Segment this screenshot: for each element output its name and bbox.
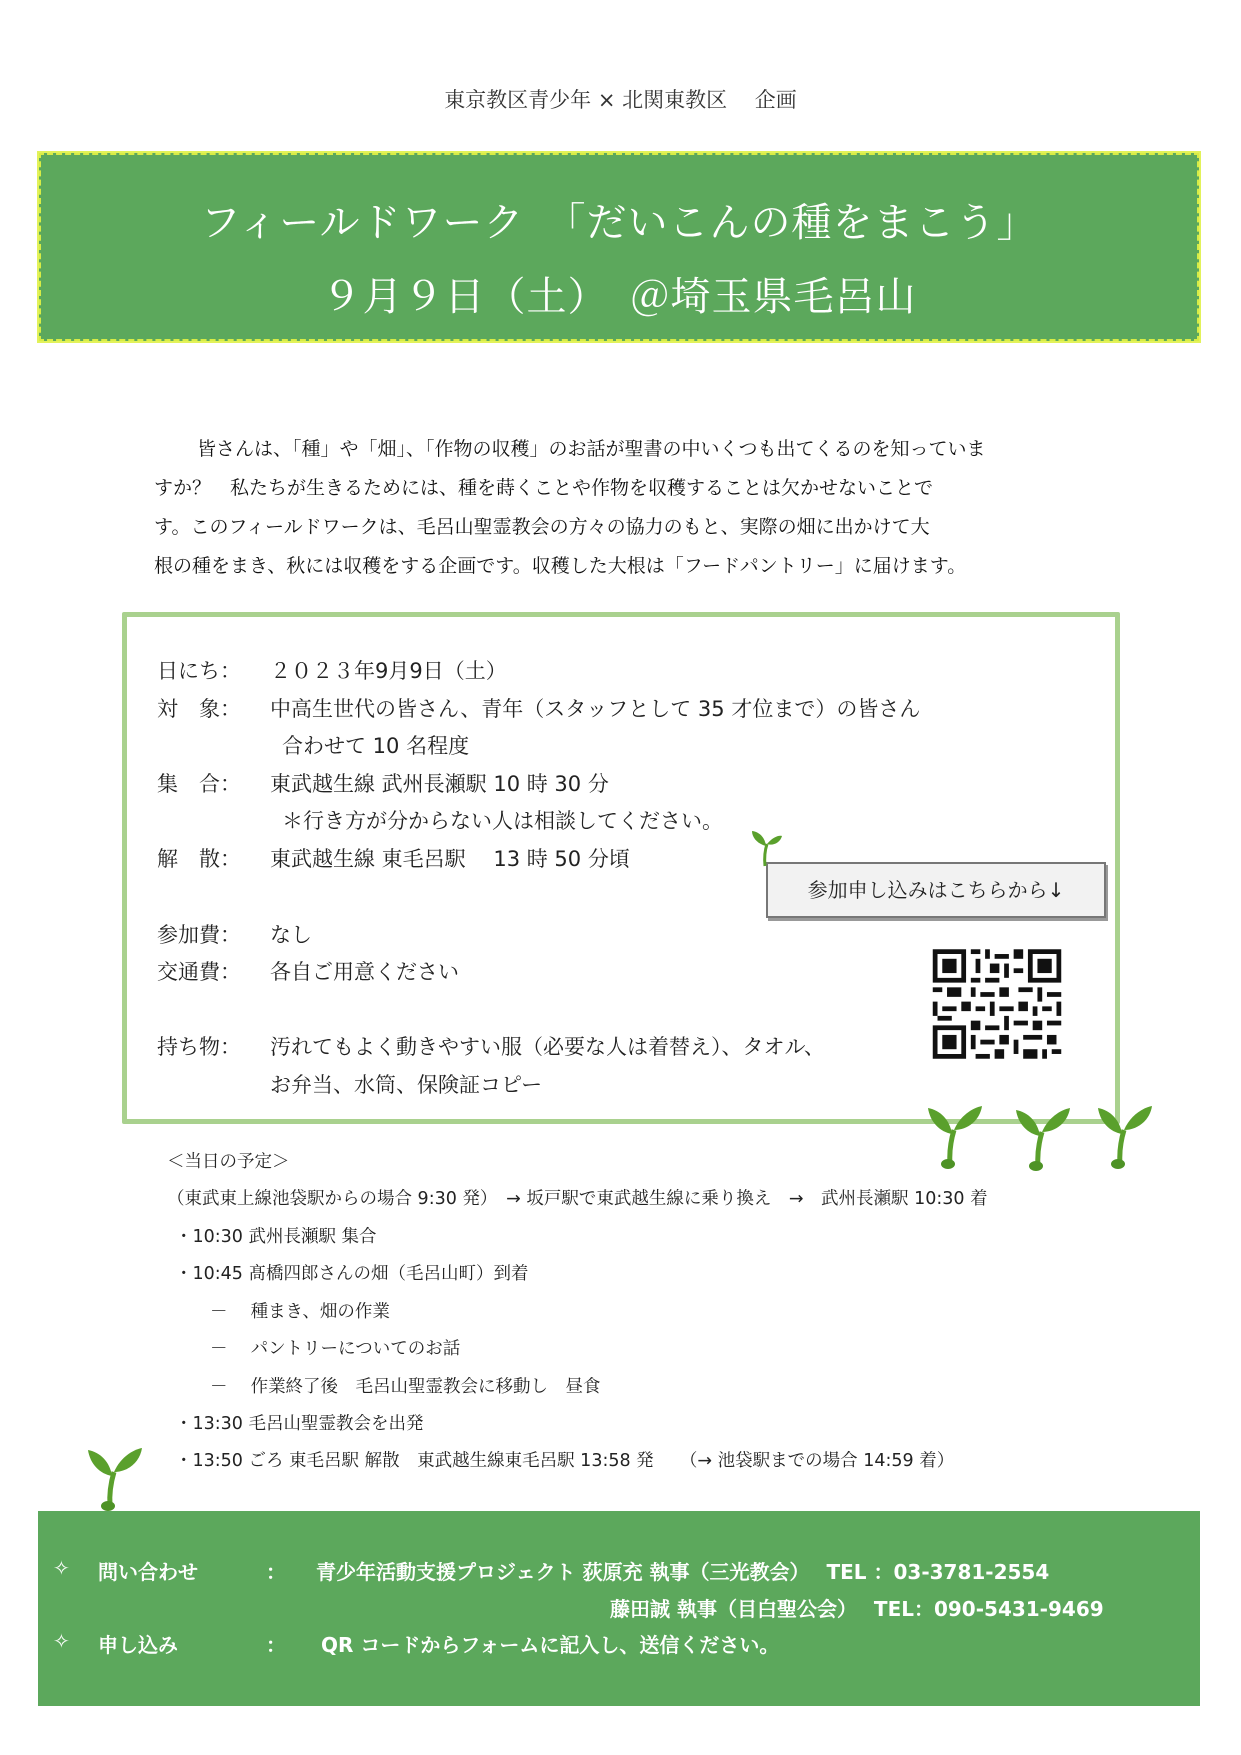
target-note: 合わせて 10 名程度	[282, 734, 470, 758]
schedule-route: （東武東上線池袋駅からの場合 9:30 発） → 坂戸駅で東武越生線に乗り換え → 武州長瀬駅 10:30 着	[167, 1189, 988, 1209]
meet-value: 東武越生線 武州長瀬駅 10 時 30 分	[270, 772, 609, 796]
event-title: フィールドワーク 「だいこんの種をまこう」	[200, 200, 1038, 246]
schedule-subitem: － 作業終了後 毛呂山聖霊教会に移動し 昼食	[210, 1377, 601, 1397]
contact-footer	[38, 1511, 1200, 1706]
date-label: 日にち：	[157, 659, 241, 683]
dismiss-value: 東武越生線 東毛呂駅 13 時 50 分頃	[270, 847, 630, 871]
apply-row	[53, 1629, 780, 1657]
intro-line: 根の種をまき、秋には収穫をする企画です。収穫した大根は「フードパントリー」に届けます。	[154, 555, 967, 577]
apply-colon: ：	[266, 1633, 286, 1657]
sprout-icon	[748, 828, 784, 868]
contact-label: 問い合わせ	[98, 1560, 198, 1584]
fee-label: 参加費：	[157, 923, 241, 947]
schedule-subitem: － パントリーについてのお話	[210, 1339, 461, 1359]
contact-colon: ：	[266, 1560, 286, 1584]
apply-label: 申し込み	[98, 1633, 178, 1657]
schedule-item: ・10:30 武州長瀬駅 集合	[175, 1227, 377, 1247]
title-banner	[38, 152, 1200, 342]
sprout-icon	[1008, 1100, 1074, 1172]
event-date-place: ９月９日（土） ＠埼玉県毛呂山	[321, 274, 917, 320]
schedule-heading: ＜当日の予定＞	[167, 1152, 290, 1172]
sparkle-icon: ✧	[53, 1629, 70, 1653]
schedule-subitem: － 種まき、畑の作業	[210, 1302, 390, 1322]
items-value-2: お弁当、水筒、保険証コピー	[270, 1073, 543, 1097]
organizer-line: 東京教区青少年 × 北関東教区 企画	[444, 88, 797, 112]
schedule-item: ・10:45 髙橋四郎さんの畑（毛呂山町）到着	[175, 1264, 529, 1284]
sprout-icon	[920, 1098, 986, 1170]
intro-line: す。このフィールドワークは、毛呂山聖霊教会の方々の協力のもと、実際の畑に出かけて大	[154, 516, 930, 538]
transport-label: 交通費：	[157, 960, 241, 984]
items-value: 汚れてもよく動きやすい服（必要な人は着替え）、タオル、	[270, 1035, 825, 1059]
intro-paragraph	[154, 430, 1057, 586]
meet-note: ＊行き方が分からない人は相談してください。	[282, 809, 723, 833]
target-label: 対 象：	[157, 697, 241, 721]
date-value: ２０２３年9月9日（土）	[270, 659, 507, 683]
meet-label: 集 合：	[157, 772, 241, 796]
dismiss-label: 解 散：	[157, 847, 241, 871]
target-value: 中高生世代の皆さん、青年（スタッフとして 35 才位まで）の皆さん	[270, 697, 921, 721]
contact-line-2: 藤田誠 執事（目白聖公会） TEL：090-5431-9469	[610, 1597, 1104, 1621]
schedule-item: ・13:50 ごろ 東毛呂駅 解散 東武越生線東毛呂駅 13:58 発 （→ 池袋駅までの場合 14:59 着）	[175, 1451, 955, 1471]
sprout-icon	[80, 1440, 146, 1512]
items-label: 持ち物：	[157, 1035, 241, 1059]
apply-text: QR コードからフォームに記入し、送信ください。	[321, 1633, 780, 1657]
contact-line-1: 青少年活動支援プロジェクト 荻原充 執事（三光教会） TEL ：03-3781-2554	[316, 1560, 1050, 1584]
qr-code-icon[interactable]	[928, 944, 1066, 1064]
sparkle-icon: ✧	[53, 1556, 70, 1580]
contact-row	[53, 1556, 1050, 1584]
transport-value: 各自ご用意ください	[270, 960, 459, 984]
schedule-item: ・13:30 毛呂山聖霊教会を出発	[175, 1414, 424, 1434]
fee-value: なし	[270, 923, 312, 947]
sprout-icon	[1090, 1098, 1156, 1170]
signup-button[interactable]: 参加申し込みはこちらから↓	[766, 862, 1106, 918]
intro-line: 皆さんは、「種」や「畑」、「作物の収穫」のお話が聖書の中いくつも出てくるのを知っていま	[197, 438, 986, 460]
intro-line: すか？ 私たちが生きるためには、種を蒔くことや作物を収穫することは欠かせないことで	[154, 477, 934, 499]
